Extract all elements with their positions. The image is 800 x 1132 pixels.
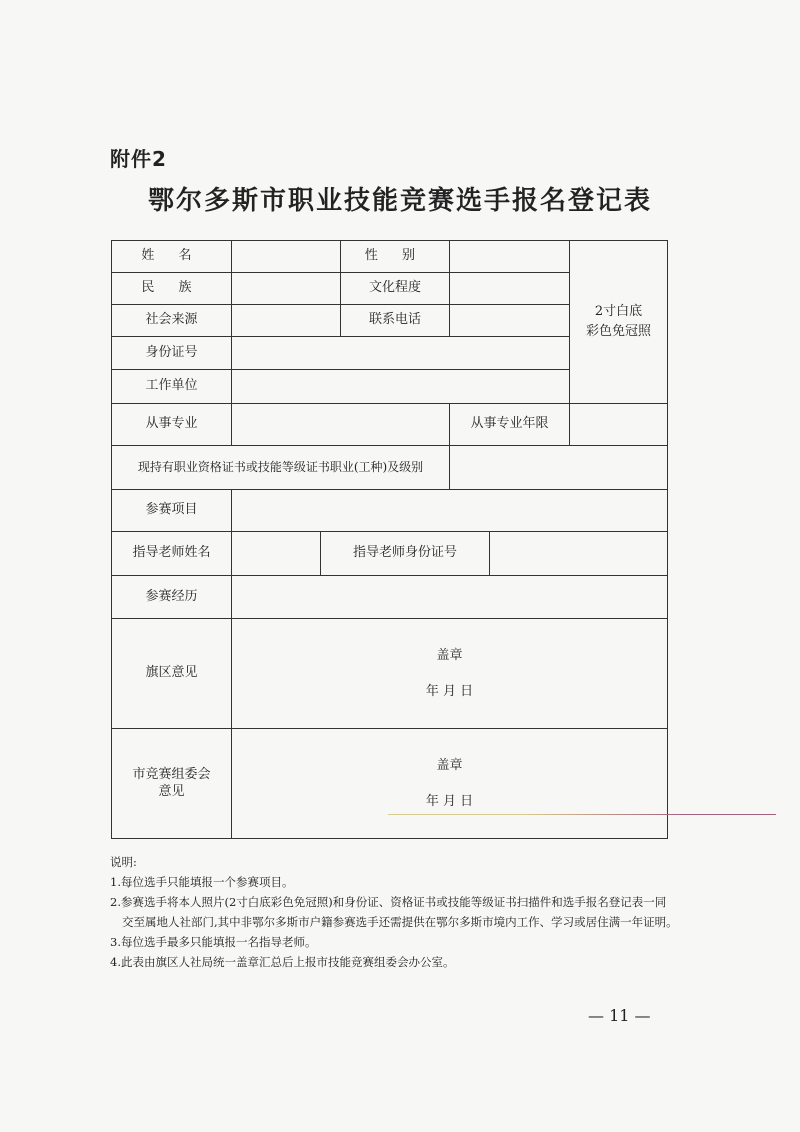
- note-item: 1.每位选手只能填报一个参赛项目。: [110, 875, 294, 889]
- certificate-label: 现持有职业资格证书或技能等级证书职业(工种)及级别: [112, 446, 450, 490]
- certificate-field[interactable]: [450, 446, 668, 490]
- education-label: 文化程度: [341, 273, 450, 305]
- photo-line-1: 2寸白底: [594, 304, 643, 319]
- notes-heading: 说明:: [110, 855, 137, 869]
- city-seal-text: 盖章: [436, 757, 463, 773]
- city-opinion-label-line-2: 意见: [158, 783, 185, 799]
- note-item: 4.此表由旗区人社局统一盖章汇总后上报市技能竞赛组委会办公室。: [110, 955, 455, 969]
- page-number: — 11 —: [588, 1006, 651, 1025]
- social-source-label: 社会来源: [112, 305, 232, 337]
- coach-id-label: 指导老师身份证号: [321, 532, 490, 576]
- specialty-years-label: 从事专业年限: [450, 404, 570, 446]
- banner-seal-text: 盖章: [436, 647, 463, 663]
- social-source-field[interactable]: [232, 305, 341, 337]
- city-date-text: 年 月 日: [425, 793, 474, 809]
- phone-field[interactable]: [450, 305, 570, 337]
- banner-date-text: 年 月 日: [425, 683, 474, 699]
- education-field[interactable]: [450, 273, 570, 305]
- coach-id-field[interactable]: [490, 532, 668, 576]
- id-number-field[interactable]: [232, 337, 570, 370]
- note-item: 3.每位选手最多只能填报一名指导老师。: [110, 935, 317, 949]
- employer-field[interactable]: [232, 370, 570, 404]
- experience-field[interactable]: [232, 576, 668, 619]
- gender-label: 性 别: [341, 241, 450, 273]
- banner-opinion-label: 旗区意见: [112, 619, 232, 729]
- event-field[interactable]: [232, 490, 668, 532]
- ethnicity-field[interactable]: [232, 273, 341, 305]
- notes-section: [110, 852, 690, 972]
- specialty-years-field[interactable]: [570, 404, 668, 446]
- city-opinion-field[interactable]: [232, 729, 668, 839]
- city-opinion-label-line-1: 市竞赛组委会: [132, 766, 211, 782]
- registration-form-table: [111, 240, 668, 839]
- note-item: 2.参赛选手将本人照片(2寸白底彩色免冠照)和身份证、资格证书或技能等级证书扫描件和选手报名登记表一同: [110, 895, 667, 909]
- name-label: 姓 名: [112, 241, 232, 273]
- gender-field[interactable]: [450, 241, 570, 273]
- event-label: 参赛项目: [112, 490, 232, 532]
- city-opinion-label: [112, 729, 232, 839]
- banner-opinion-field[interactable]: [232, 619, 668, 729]
- name-field[interactable]: [232, 241, 341, 273]
- ethnicity-label: 民 族: [112, 273, 232, 305]
- coach-name-field[interactable]: [232, 532, 321, 576]
- photo-line-2: 彩色免冠照: [585, 324, 651, 339]
- attachment-label: 附件2: [110, 147, 167, 171]
- id-number-label: 身份证号: [112, 337, 232, 370]
- specialty-label: 从事专业: [112, 404, 232, 446]
- phone-label: 联系电话: [341, 305, 450, 337]
- page-title: 鄂尔多斯市职业技能竞赛选手报名登记表: [147, 186, 652, 216]
- colored-scan-line: [388, 814, 776, 815]
- specialty-field[interactable]: [232, 404, 450, 446]
- experience-label: 参赛经历: [112, 576, 232, 619]
- employer-label: 工作单位: [112, 370, 232, 404]
- coach-name-label: 指导老师姓名: [112, 532, 232, 576]
- note-item: 交至属地人社部门,其中非鄂尔多斯市户籍参赛选手还需提供在鄂尔多斯市境内工作、学习或居住满一年证明。: [122, 915, 678, 929]
- photo-box[interactable]: [570, 241, 668, 404]
